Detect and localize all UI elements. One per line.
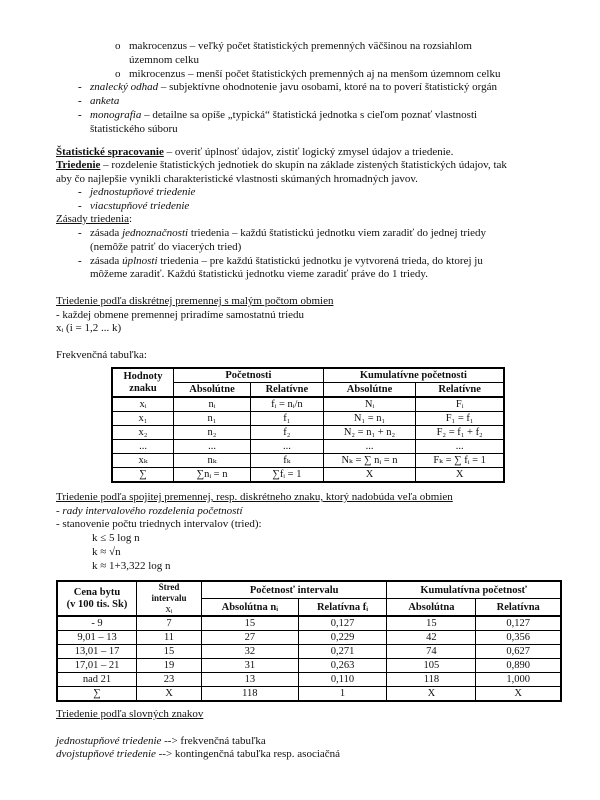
spojita-heading: Triedenie podľa spojitej premennej, resp. diskrétneho znaku, ktorý nadobúda veľa obmien: [56, 491, 453, 503]
formula-3: k ≈ 1+3,322 log n: [92, 560, 171, 572]
item-monografia: - monografia – detailne sa opíše „typická“ štatistická jednotka s cieľom poznať vlastnosti: [78, 109, 478, 121]
item-anketa: - anketa: [78, 95, 120, 107]
item-viacstupnove: - viacstupňové triedenie: [78, 200, 190, 212]
table-row-sum: ∑ X 118 1 X X: [57, 687, 561, 702]
frequency-table: [111, 367, 505, 483]
col-stred-intervalu: Stred intervalu xᵢ: [137, 581, 202, 616]
col-pocetnosti: Početnosti: [174, 368, 324, 383]
col-kum-absolutna: Absolútna: [387, 599, 476, 617]
item-zasada-2: - zásada úplnosti triedenia – pre každú štatistickú jednotku je vytvorená trieda, do ktorej ju: [78, 255, 483, 267]
diskretna-line2: xᵢ (i = 1,2 ... k): [56, 322, 122, 334]
circle-bullet-icon: o: [115, 68, 121, 80]
col-kum-absolutne: Absolútne: [323, 383, 416, 398]
table-row: xᵢ nᵢ fᵢ = nᵢ/n Nᵢ Fᵢ: [112, 397, 504, 412]
item-jednostupnove: - jednostupňové triedenie: [78, 186, 196, 198]
col-kumulativna: Kumulatívna početnosť: [387, 581, 561, 599]
spojita-rady: - rady intervalového rozdelenia početností: [56, 505, 243, 517]
col-cena-bytu: Cena bytu (v 100 tis. Sk): [57, 581, 137, 616]
table-row: x₂ n₂ f₂ N₂ = n₁ + n₂ F₂ = f₁ + f₂: [112, 426, 504, 440]
item-zasada-1: - zásada jednoznačnosti triedenia – každú štatistickú jednotku viem zaradiť do jednej triedy: [78, 227, 487, 239]
triedenie-cont: aby čo najlepšie vynikli charakteristické vlastnosti skúmaných hromadných javov.: [56, 173, 418, 185]
col-pocetnost-intervalu: Početnosť intervalu: [202, 581, 387, 599]
circle-bullet-icon: o: [115, 40, 121, 52]
spracovanie-line: Štatistické spracovanie – overiť úplnosť údajov, zistiť logický zmysel údajov a triedenie.: [56, 146, 454, 158]
zasady-heading: Zásady triedenia:: [56, 213, 133, 225]
formula-1: k ≤ 5 log n: [92, 532, 140, 544]
zasada-1-cont: (nemôže patriť do viacerých tried): [90, 241, 242, 253]
monografia-cont: štatistického súboru: [90, 123, 178, 135]
table-row: 9,01 – 13 11 27 0,229 42 0,356: [57, 631, 561, 645]
col-absolutna-n: Absolútna nᵢ: [202, 599, 299, 617]
col-relativna-f: Relatívna fᵢ: [298, 599, 387, 617]
table-row-sum: ∑ ∑nᵢ = n ∑fᵢ = 1 X X: [112, 468, 504, 483]
slovne-line2: dvojstupňové triedenie --> kontingenčná tabuľka resp. asociačná: [56, 748, 341, 760]
col-kum-relativne: Relatívne: [416, 383, 504, 398]
formula-2: k ≈ √n: [92, 546, 121, 558]
table-row: 17,01 – 21 19 31 0,263 105 0,890: [57, 659, 561, 673]
col-kum-relativna: Relatívna: [476, 599, 561, 617]
diskretna-heading: Triedenie podľa diskrétnej premennej s malým počtom obmien: [56, 295, 334, 307]
makrocenzus-cont: územnom celku: [129, 54, 199, 66]
bullet-mikrocenzus: o mikrocenzus – menší počet štatistických premenných aj na menšom územnom celku: [115, 68, 501, 80]
col-relativne: Relatívne: [251, 383, 324, 398]
spojita-stanovenie: - stanovenie počtu triednych intervalov (tried):: [56, 518, 262, 530]
slovne-line1: jednostupňové triedenie --> frekvenčná tabuľka: [56, 735, 266, 747]
diskretna-line1: - každej obmene premennej priradíme samostatnú triedu: [56, 309, 305, 321]
bullet-makrocenzus: o makrocenzus – veľký počet štatistických premenných väčšinou na rozsiahlom: [115, 40, 472, 52]
table-row: 13,01 – 17 15 32 0,271 74 0,627: [57, 645, 561, 659]
col-absolutne: Absolútne: [174, 383, 251, 398]
triedenie-line: Triedenie – rozdelenie štatistických jednotiek do skupín na základe zistených štatistických údajov, tak: [56, 159, 507, 171]
item-znalecky-odhad: - znalecký odhad – subjektívne ohodnotenie javu osobami, ktoré na to poverí štatistický orgán: [78, 81, 498, 93]
col-kumulativne: Kumulatívne početnosti: [323, 368, 504, 383]
table-row: ... ... ... ... ...: [112, 440, 504, 454]
slovne-heading: Triedenie podľa slovných znakov: [56, 708, 204, 720]
col-hodnoty: Hodnoty znaku: [112, 368, 174, 397]
table-row: x₁ n₁ f₁ N₁ = n₁ F₁ = f₁: [112, 412, 504, 426]
table-row: - 9 7 15 0,127 15 0,127: [57, 616, 561, 631]
interval-table: [56, 580, 562, 702]
frekvencna-label: Frekvenčná tabuľka:: [56, 349, 147, 361]
table-row: nad 21 23 13 0,110 118 1,000: [57, 673, 561, 687]
zasada-2-cont: môžeme zaradiť. Každú štatistickú jednotku vieme zaradiť práve do 1 triedy.: [90, 268, 428, 280]
table-row: xₖ nₖ fₖ Nₖ = ∑ nᵢ = n Fₖ = ∑ fᵢ = 1: [112, 454, 504, 468]
